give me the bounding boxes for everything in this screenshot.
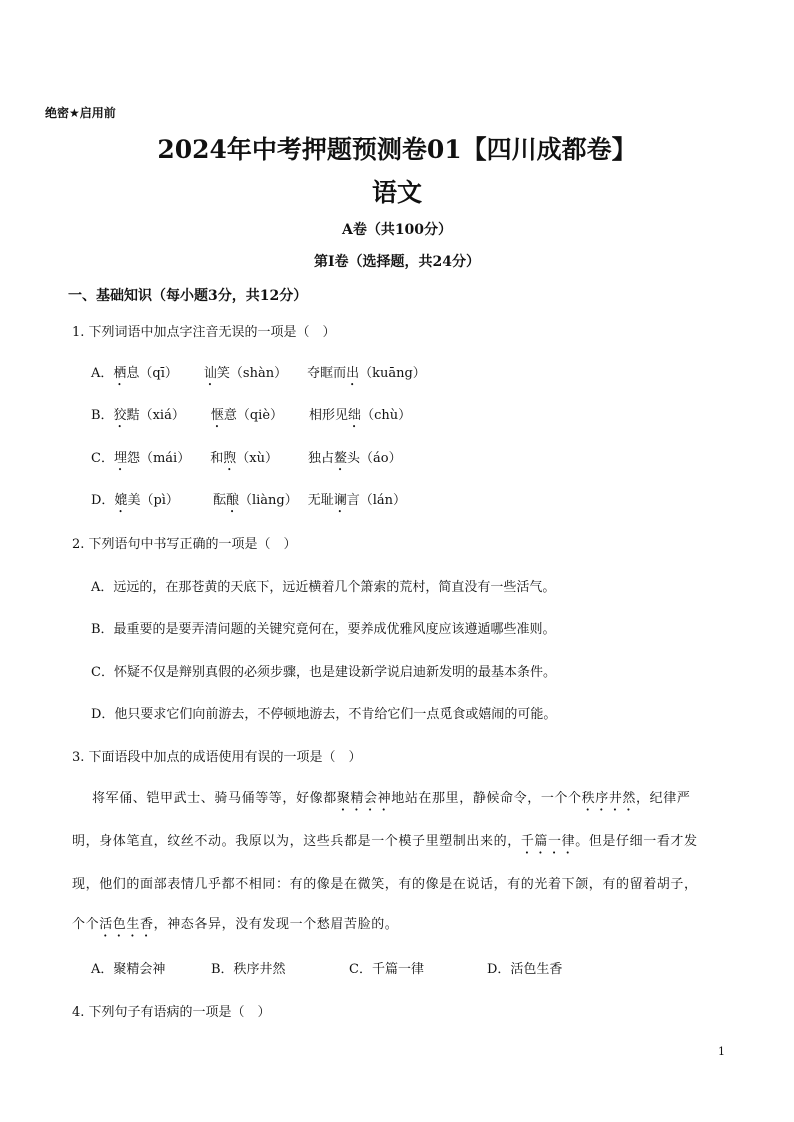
section-1-heading: 一、基础知识（每小题3分，共12分）: [68, 288, 308, 304]
q3-passage-line-4: 个个活色生香，神态各异，没有发现一个愁眉苦脸的。: [72, 917, 399, 932]
q3-option-d: D．活色生香: [487, 962, 563, 977]
question-3-stem: 3. 下面语段中加点的成语使用有误的一项是（ ）: [72, 750, 362, 765]
question-1-stem: 1. 下列词语中加点字注音无误的一项是（ ）: [72, 325, 336, 340]
q2-option-c: C．怀疑不仅是辩别真假的必须步骤，也是建设新学说启迪新发明的最基本条件。: [91, 665, 556, 680]
q1-option-c: C．埋怨（mái） 和煦（xù） 独占鳌头（áo）: [91, 451, 402, 466]
part-1-heading: 第Ⅰ卷（选择题，共24分）: [313, 254, 481, 270]
q3-option-b: B．秩序井然: [211, 962, 286, 977]
volume-a-heading: A卷（共100分）: [341, 222, 453, 238]
q3-passage-line-3: 现，他们的面部表情几乎都不相同：有的像是在微笑，有的像是在说话，有的光着下颌，有的留着胡子，: [72, 877, 698, 892]
confidential-label: 绝密★启用前: [45, 106, 116, 120]
q2-option-b: B．最重要的是要弄清问题的关键究竟何在，要养成优雅风度应该遵遁哪些准则。: [91, 622, 556, 637]
q3-passage-line-2: 明，身体笔直，纹丝不动。我原以为，这些兵都是一个模子里塑制出来的，千篇一律。但是仔细一看才发: [72, 834, 698, 849]
subject-title: 语文: [371, 178, 422, 207]
q2-option-d: D．他只要求它们向前游去，不停顿地游去，不肯给它们一点觅食或嬉闹的可能。: [91, 707, 557, 722]
question-4-stem: 4. 下列句子有语病的一项是（ ）: [72, 1005, 271, 1020]
exam-title: 2024年中考押题预测卷01【四川成都卷】: [157, 135, 637, 164]
q1-option-d: D．媲美（pì） 酝酿（liàng） 无耻谰言（lán）: [91, 493, 407, 508]
q2-option-a: A．远远的，在那苍黄的天底下，远近横着几个箫索的荒村，简直没有一些活气。: [91, 580, 556, 595]
q1-option-a: A．栖息（qī） 讪笑（shàn） 夺眶而出（kuāng）: [91, 366, 426, 381]
page-number: 1: [718, 1045, 725, 1058]
question-2-stem: 2. 下列语句中书写正确的一项是（ ）: [72, 537, 297, 552]
q3-option-c: C．千篇一律: [349, 962, 424, 977]
q3-option-a: A．聚精会神: [91, 962, 166, 977]
q1-option-b: B．狡黠（xiá） 惬意（qiè） 相形见绌（chù）: [91, 408, 412, 423]
q3-passage-line-1: 将军俑、铠甲武士、骑马俑等等，好像都聚精会神地站在那里，静候命令，一个个秩序井然，纪律严: [92, 791, 691, 806]
